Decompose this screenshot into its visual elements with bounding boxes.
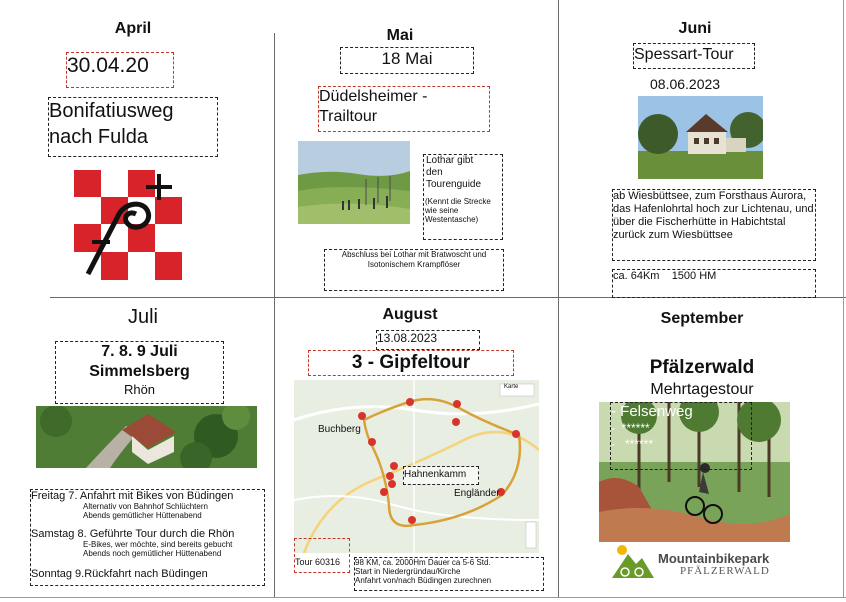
mai-heading: Mai (386, 27, 414, 44)
september-bullet: - Felsenweg (611, 403, 693, 420)
page-bottom-border (0, 597, 846, 598)
april-date: 30.04.20 (66, 52, 174, 88)
juli-plan-note: Abends noch gemütlicher Hüttenabend (83, 549, 222, 558)
april-heading: April (114, 20, 152, 37)
april-tour-name: Bonifatiusweg nach Fulda (48, 97, 218, 157)
page-right-border (843, 0, 844, 598)
grid-vertical-right (558, 0, 559, 598)
august-tour-name: 3 - Gipfeltour (308, 350, 514, 376)
mai-guide-note: Lothar gibt den Tourenguide (426, 155, 482, 190)
august-detail-line: Start in Niedergründau/Kirche (355, 567, 461, 576)
rhoen-hotel-aerial-photo (36, 406, 257, 468)
august-details (354, 557, 544, 591)
august-detail-line: Anfahrt von/nach Büdingen zurechnen (355, 576, 492, 585)
mountainbikepark-logo-icon (610, 544, 656, 580)
juli-plan-note: Alternativ von Bahnhof Schlüchtern (83, 502, 208, 511)
august-tour-id: Tour 60316 (294, 538, 350, 573)
juli-info-box (55, 341, 224, 404)
mai-tour-name: Düdelsheimer - Trailtour (318, 86, 490, 132)
august-date: 13.08.2023 (376, 330, 480, 350)
juli-heading: Juli (127, 306, 158, 328)
grid-vertical-left (274, 33, 275, 598)
juni-route: ab Wiesbüttsee, zum Forsthaus Aurora, das Hafenlohrtal hoch zur Lichtenau, und über die Fischerhütte in Habichtstal zurück zum Wiesbüttsee (612, 189, 816, 261)
hiking-group-landscape-photo (298, 141, 410, 224)
mai-closing: Abschluss bei Lothar mit Bratwoscht und Isotonischem Krampflöser (324, 249, 504, 291)
september-heading: September (660, 310, 744, 327)
juli-plan-day-3: Sonntag 9.Rückfahrt nach Büdingen (31, 568, 208, 580)
september-bullet: - ****** (611, 421, 650, 435)
august-detail-line: 98 KM, ca. 2000Hm Dauer ca 5-6 Std. (355, 558, 491, 567)
mountainbikepark-sub: PFÄLZERWALD (680, 565, 770, 577)
september-region: Pfälzerwald (649, 357, 755, 378)
map-label-hahnenkamm: Hahnenkamm (403, 466, 479, 485)
juli-plan-note: Abends gemütlicher Hüttenabend (83, 511, 202, 520)
juli-place: Simmelsberg (89, 363, 190, 380)
juni-date: 08.06.2023 (650, 76, 721, 92)
juli-region: Rhön (123, 382, 156, 397)
september-bullets (610, 402, 752, 470)
map-label-karte: Karte (504, 384, 519, 390)
juni-tour-name: Spessart-Tour (633, 43, 755, 69)
juli-plan-note: E-Bikes, wer möchte, sind bereits gebucht (83, 540, 233, 549)
mountainbikepark-brand: Mountainbikepark (658, 551, 770, 566)
bonifatius-crozier-checker-icon (74, 170, 182, 280)
august-heading: August (382, 306, 438, 323)
juni-heading: Juni (678, 20, 712, 37)
juli-plan-day-2: Samstag 8. Geführte Tour durch die Rhön (31, 528, 235, 540)
juni-stats: ca. 64Km 1500 HM (612, 269, 816, 298)
juli-plan-day-1: Freitag 7. Anfahrt mit Bikes von Büdingen (31, 490, 234, 502)
map-label-buchberg: Buchberg (318, 424, 361, 435)
forsthaus-photo (638, 96, 763, 179)
juli-dates: 7. 8. 9 Juli (101, 343, 178, 360)
map-label-englaender: Engländer (454, 488, 500, 499)
september-bullet: - ****** (611, 437, 654, 451)
mai-guide-box (423, 154, 503, 240)
mai-date: 18 Mai (340, 47, 474, 74)
juli-plan (30, 489, 265, 586)
mai-guide-sub: (Kennt die Strecke wie seine Westentasche) (425, 197, 491, 224)
september-subtitle: Mehrtagestour (650, 381, 754, 398)
